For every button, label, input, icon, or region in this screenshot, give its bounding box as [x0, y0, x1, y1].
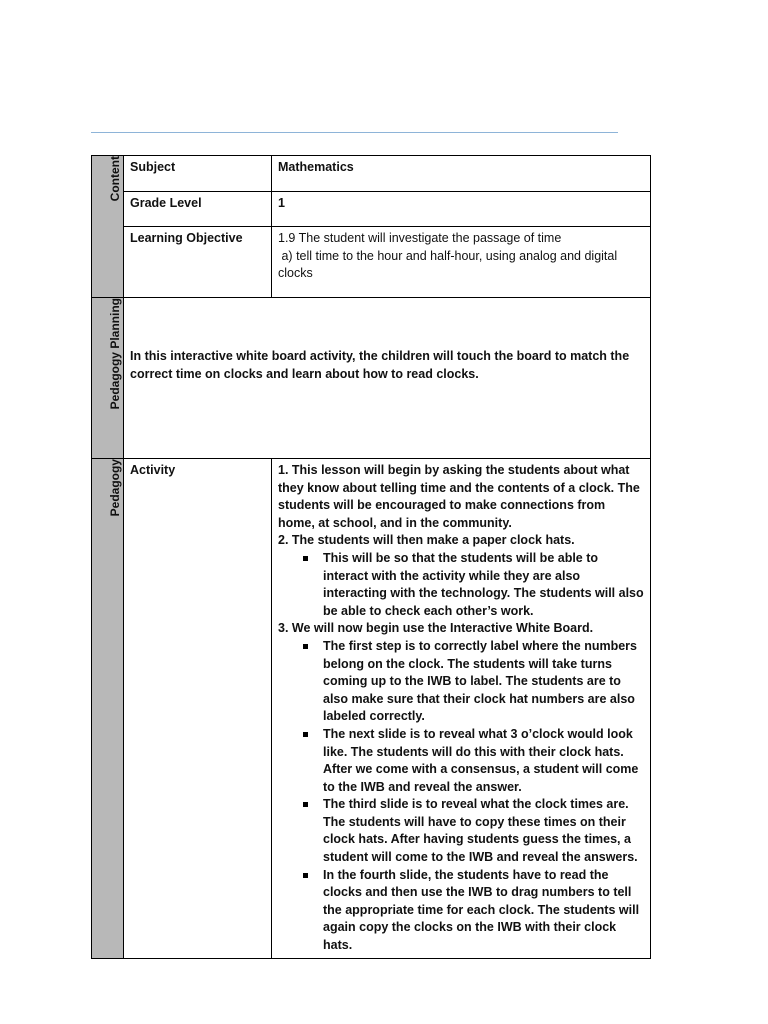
activity-step-1: 1. This lesson will begin by asking the students about what they know about telling time and the contents of a clock. The students will be encouraged to make connections from home, at school, and in the community.	[278, 463, 640, 530]
row-grade	[92, 192, 651, 227]
activity-value-cell	[272, 459, 651, 959]
row-activity	[92, 459, 651, 959]
section-content-label: Content	[108, 156, 122, 202]
list-item: In the fourth slide, the students have to read the clocks and then use the IWB to drag numbers to tell the appropriate time for each clock. The students will again copy the clocks on the IWB with their clock hats.	[323, 867, 644, 955]
grade-value: 1	[278, 196, 285, 210]
subject-value-cell	[272, 156, 651, 192]
subject-label-cell	[124, 156, 272, 192]
section-pedagogy-planning-label: Pedagogy Planning	[108, 298, 122, 410]
subject-value: Mathematics	[278, 160, 354, 174]
row-objective	[92, 227, 651, 298]
row-subject	[92, 156, 651, 192]
objective-label-cell	[124, 227, 272, 298]
list-item: This will be so that the students will be able to interact with the activity while they are also interacting with the technology. The students will also be able to check each other’s work.	[323, 550, 644, 620]
section-pedagogy-label: Pedagogy	[108, 459, 122, 517]
section-pedagogy	[92, 459, 124, 959]
section-pedagogy-planning	[92, 298, 124, 459]
activity-step-3-bullets	[278, 638, 644, 955]
objective-value	[272, 227, 650, 286]
pedagogy-planning-text: In this interactive white board activity, the children will touch the board to match the correct time on clocks and learn about how to read clocks.	[130, 349, 630, 381]
activity-label-cell	[124, 459, 272, 959]
list-item: The third slide is to reveal what the clock times are. The students will have to copy these times on their clock hats. After having students guess the times, a student will come to the IWB and reveal the answers.	[323, 796, 644, 866]
objective-line-1: 1.9 The student will investigate the passage of time	[278, 231, 562, 245]
activity-label: Activity	[130, 463, 176, 477]
activity-step-3: 3. We will now begin use the Interactive White Board.	[278, 621, 594, 636]
activity-content	[272, 459, 650, 958]
grade-value-cell	[272, 192, 651, 227]
objective-value-cell	[272, 227, 651, 298]
subject-label: Subject	[130, 160, 176, 174]
grade-label: Grade Level	[130, 196, 202, 210]
objective-line-2: a) tell time to the hour and half-hour, using analog and digital clocks	[278, 248, 621, 281]
section-content	[92, 156, 124, 298]
header-rule	[91, 132, 618, 133]
row-pedagogy-planning	[92, 298, 651, 459]
pedagogy-planning-cell	[124, 298, 651, 459]
activity-step-2-bullets	[278, 550, 644, 620]
list-item: The next slide is to reveal what 3 o’clock would look like. The students will do this with their clock hats. After we come with a consensus, a student will come to the IWB and reveal the answer.	[323, 726, 644, 796]
grade-label-cell	[124, 192, 272, 227]
list-item: The first step is to correctly label where the numbers belong on the clock. The students will take turns coming up to the IWB to label. The students are to also make sure that their clock hat numbers are also labeled correctly.	[323, 638, 644, 726]
objective-label: Learning Objective	[130, 231, 243, 245]
activity-step-2: 2. The students will then make a paper clock hats.	[278, 533, 575, 548]
lesson-plan-table	[91, 155, 651, 959]
